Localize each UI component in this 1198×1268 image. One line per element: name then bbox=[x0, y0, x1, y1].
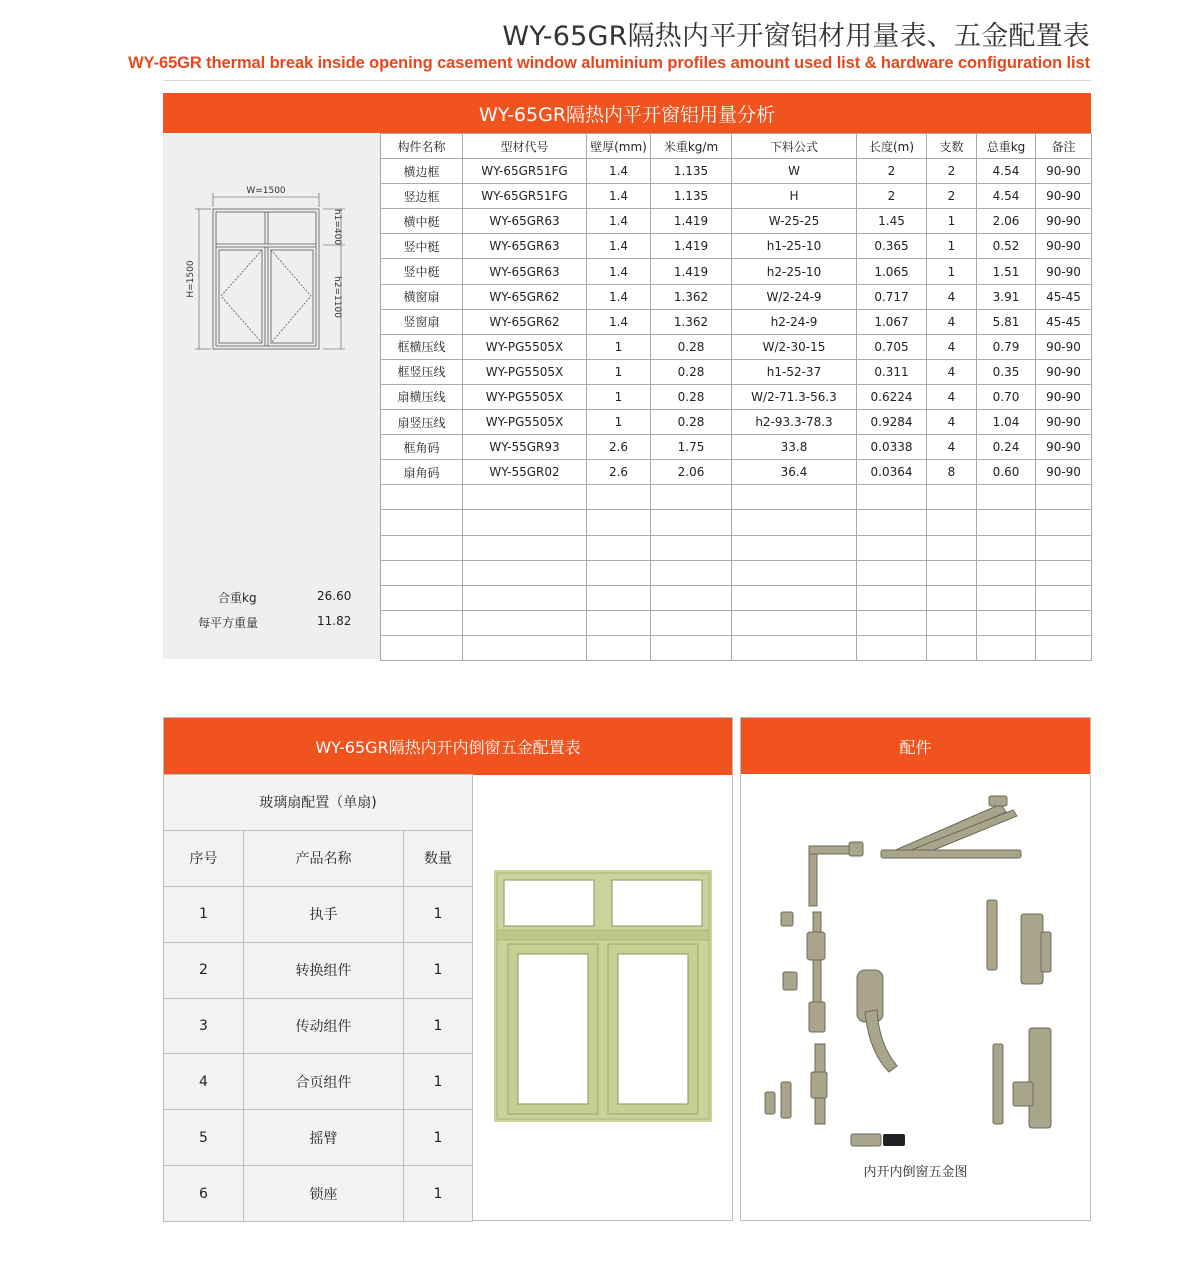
table-cell: WY-65GR63 bbox=[463, 209, 587, 234]
table-cell: 竖中梃 bbox=[381, 259, 463, 284]
column-header: 米重kg/m bbox=[651, 134, 732, 159]
table-cell: 框横压线 bbox=[381, 334, 463, 359]
table-cell bbox=[977, 610, 1036, 635]
table-cell: WY-65GR51FG bbox=[463, 184, 587, 209]
table-cell bbox=[977, 585, 1036, 610]
table-cell: 1.75 bbox=[651, 435, 732, 460]
table-cell: 90-90 bbox=[1036, 159, 1092, 184]
table-cell bbox=[587, 535, 651, 560]
table-cell: 1 bbox=[587, 384, 651, 409]
column-header: 下料公式 bbox=[732, 134, 857, 159]
column-header: 总重kg bbox=[977, 134, 1036, 159]
table-cell: 36.4 bbox=[732, 460, 857, 485]
table-cell bbox=[651, 585, 732, 610]
h1-label: h1=400 bbox=[332, 208, 342, 246]
table-cell: WY-55GR02 bbox=[463, 460, 587, 485]
table-cell: 锁座 bbox=[244, 1166, 404, 1222]
table-cell: 2 bbox=[927, 184, 977, 209]
table-cell: 90-90 bbox=[1036, 234, 1092, 259]
table-cell: 2 bbox=[857, 159, 927, 184]
table-cell: h2-93.3-78.3 bbox=[732, 410, 857, 435]
aluminium-usage-section bbox=[163, 93, 1091, 659]
table-cell: 0.717 bbox=[857, 284, 927, 309]
table-cell: 0.35 bbox=[977, 359, 1036, 384]
table-cell: 框角码 bbox=[381, 435, 463, 460]
table-cell bbox=[463, 610, 587, 635]
table-row bbox=[381, 435, 1092, 460]
table-cell bbox=[381, 510, 463, 535]
table-cell bbox=[977, 510, 1036, 535]
table-cell: 1.51 bbox=[977, 259, 1036, 284]
table-cell: 0.28 bbox=[651, 334, 732, 359]
table-cell: 转换组件 bbox=[244, 942, 404, 998]
table-cell bbox=[857, 610, 927, 635]
hardware-row bbox=[164, 942, 473, 998]
table-cell bbox=[857, 585, 927, 610]
table-cell: 0.705 bbox=[857, 334, 927, 359]
table-cell: 33.8 bbox=[732, 435, 857, 460]
table-cell: W-25-25 bbox=[732, 209, 857, 234]
table-cell: 0.60 bbox=[977, 460, 1036, 485]
table-cell bbox=[732, 535, 857, 560]
per-sqm-weight-label: 每平方重量 bbox=[198, 616, 259, 630]
table-row bbox=[381, 259, 1092, 284]
table-cell: 2.6 bbox=[587, 460, 651, 485]
accessories-heading: 配件 bbox=[741, 718, 1090, 774]
table-cell bbox=[651, 635, 732, 660]
table-cell: 4 bbox=[927, 410, 977, 435]
table-cell: 0.311 bbox=[857, 359, 927, 384]
table-cell: 0.0338 bbox=[857, 435, 927, 460]
table-cell: 竖边框 bbox=[381, 184, 463, 209]
hardware-config-heading: WY-65GR隔热内开内倒窗五金配置表 bbox=[164, 718, 732, 775]
table-cell: 摇臂 bbox=[244, 1110, 404, 1166]
table-cell bbox=[977, 560, 1036, 585]
table-cell bbox=[651, 610, 732, 635]
table-cell: 4.54 bbox=[977, 159, 1036, 184]
table-cell: 90-90 bbox=[1036, 334, 1092, 359]
table-cell bbox=[857, 510, 927, 535]
hardware-row bbox=[164, 886, 473, 942]
table-cell: 1 bbox=[404, 1110, 473, 1166]
table-cell: 1.4 bbox=[587, 284, 651, 309]
table-cell: 1 bbox=[404, 942, 473, 998]
table-cell: 1 bbox=[164, 886, 244, 942]
table-cell bbox=[1036, 535, 1092, 560]
table-cell bbox=[651, 535, 732, 560]
table-cell: 6 bbox=[164, 1166, 244, 1222]
table-cell: 4.54 bbox=[977, 184, 1036, 209]
column-header: 序号 bbox=[164, 830, 244, 886]
hardware-config-table bbox=[163, 774, 473, 1222]
table-cell: 1 bbox=[927, 234, 977, 259]
table-cell: WY-65GR62 bbox=[463, 309, 587, 334]
table-cell: 2.06 bbox=[977, 209, 1036, 234]
table-cell bbox=[381, 560, 463, 585]
table-cell bbox=[927, 585, 977, 610]
hardware-row bbox=[164, 998, 473, 1054]
table-cell bbox=[732, 510, 857, 535]
table-cell: 3 bbox=[164, 998, 244, 1054]
table-cell bbox=[587, 485, 651, 510]
table-cell bbox=[587, 510, 651, 535]
table-header-row bbox=[381, 134, 1092, 159]
table-cell: 1 bbox=[404, 1054, 473, 1110]
table-cell bbox=[587, 585, 651, 610]
table-cell: 1.4 bbox=[587, 259, 651, 284]
empty-table-row bbox=[381, 485, 1092, 510]
table-cell bbox=[857, 560, 927, 585]
total-weight-label: 合重kg bbox=[218, 591, 257, 605]
table-cell bbox=[857, 485, 927, 510]
table-cell: 2 bbox=[927, 159, 977, 184]
hardware-parts-image bbox=[751, 782, 1081, 1162]
aluminium-usage-heading: WY-65GR隔热内平开窗铝用量分析 bbox=[163, 93, 1091, 133]
group-label: 玻璃扇配置（单扇) bbox=[164, 775, 473, 831]
table-cell: 0.0364 bbox=[857, 460, 927, 485]
table-cell bbox=[381, 610, 463, 635]
table-cell: 2 bbox=[857, 184, 927, 209]
table-cell: 5 bbox=[164, 1110, 244, 1166]
table-cell bbox=[927, 635, 977, 660]
table-cell: W/2-30-15 bbox=[732, 334, 857, 359]
table-cell: 1.4 bbox=[587, 184, 651, 209]
table-cell: 90-90 bbox=[1036, 209, 1092, 234]
empty-table-row bbox=[381, 635, 1092, 660]
table-cell: 4 bbox=[927, 435, 977, 460]
parts-caption: 内开内倒窗五金图 bbox=[863, 1165, 968, 1180]
table-cell: 1.135 bbox=[651, 159, 732, 184]
table-cell bbox=[732, 560, 857, 585]
table-cell: 90-90 bbox=[1036, 460, 1092, 485]
table-cell bbox=[732, 635, 857, 660]
table-cell bbox=[463, 560, 587, 585]
empty-table-row bbox=[381, 560, 1092, 585]
table-cell bbox=[927, 610, 977, 635]
table-cell: W bbox=[732, 159, 857, 184]
table-row bbox=[381, 284, 1092, 309]
table-cell: 执手 bbox=[244, 886, 404, 942]
table-row bbox=[381, 309, 1092, 334]
page-subtitle: WY-65GR thermal break inside opening casement window aluminium profiles amount used list & hardware configuration list bbox=[128, 54, 1090, 72]
total-weight-value: 26.60 bbox=[317, 589, 352, 603]
table-cell: 1.135 bbox=[651, 184, 732, 209]
table-cell: 框竖压线 bbox=[381, 359, 463, 384]
table-cell bbox=[927, 485, 977, 510]
table-cell: 1 bbox=[587, 410, 651, 435]
group-label-row bbox=[164, 775, 473, 831]
table-cell: 2.06 bbox=[651, 460, 732, 485]
table-cell bbox=[927, 560, 977, 585]
table-cell: 0.9284 bbox=[857, 410, 927, 435]
table-cell: WY-PG5505X bbox=[463, 410, 587, 435]
table-cell: 0.52 bbox=[977, 234, 1036, 259]
table-cell bbox=[732, 485, 857, 510]
table-cell bbox=[927, 510, 977, 535]
column-header: 长度(m) bbox=[857, 134, 927, 159]
table-cell: 90-90 bbox=[1036, 384, 1092, 409]
table-cell: 1.4 bbox=[587, 159, 651, 184]
table-cell: WY-65GR63 bbox=[463, 259, 587, 284]
table-cell: 扇横压线 bbox=[381, 384, 463, 409]
table-cell: WY-65GR62 bbox=[463, 284, 587, 309]
window-drawing-panel bbox=[163, 133, 380, 659]
table-cell bbox=[1036, 585, 1092, 610]
table-row bbox=[381, 359, 1092, 384]
table-cell bbox=[651, 510, 732, 535]
table-cell: h2-25-10 bbox=[732, 259, 857, 284]
table-cell bbox=[587, 610, 651, 635]
table-cell: 扇角码 bbox=[381, 460, 463, 485]
table-cell: 0.79 bbox=[977, 334, 1036, 359]
table-cell: 0.70 bbox=[977, 384, 1036, 409]
empty-table-row bbox=[381, 535, 1092, 560]
table-cell: 0.28 bbox=[651, 359, 732, 384]
column-header: 数量 bbox=[404, 830, 473, 886]
table-cell: 4 bbox=[927, 309, 977, 334]
table-cell bbox=[463, 585, 587, 610]
table-cell bbox=[1036, 635, 1092, 660]
table-cell: 45-45 bbox=[1036, 284, 1092, 309]
table-cell: 扇竖压线 bbox=[381, 410, 463, 435]
hardware-header-row bbox=[164, 830, 473, 886]
table-cell bbox=[587, 635, 651, 660]
table-cell: 1 bbox=[404, 886, 473, 942]
table-cell bbox=[857, 535, 927, 560]
table-cell bbox=[381, 535, 463, 560]
width-label: W=1500 bbox=[246, 186, 286, 196]
table-cell: 1.362 bbox=[651, 284, 732, 309]
table-cell: 1 bbox=[927, 209, 977, 234]
table-cell: W/2-71.3-56.3 bbox=[732, 384, 857, 409]
table-cell bbox=[463, 510, 587, 535]
per-sqm-weight-value: 11.82 bbox=[317, 614, 352, 628]
table-cell bbox=[1036, 560, 1092, 585]
table-cell: 横边框 bbox=[381, 159, 463, 184]
table-cell: 1.419 bbox=[651, 259, 732, 284]
table-cell: WY-PG5505X bbox=[463, 334, 587, 359]
table-cell: 1.4 bbox=[587, 309, 651, 334]
table-cell: 0.28 bbox=[651, 384, 732, 409]
table-cell: h1-52-37 bbox=[732, 359, 857, 384]
table-cell: 1.4 bbox=[587, 209, 651, 234]
column-header: 型材代号 bbox=[463, 134, 587, 159]
table-cell: 0.24 bbox=[977, 435, 1036, 460]
table-row bbox=[381, 460, 1092, 485]
table-cell bbox=[857, 635, 927, 660]
table-cell bbox=[651, 485, 732, 510]
table-row bbox=[381, 234, 1092, 259]
table-cell: 1 bbox=[587, 359, 651, 384]
empty-table-row bbox=[381, 610, 1092, 635]
table-cell bbox=[463, 485, 587, 510]
table-cell: 1 bbox=[587, 334, 651, 359]
table-cell bbox=[1036, 510, 1092, 535]
table-cell: 4 bbox=[927, 334, 977, 359]
table-cell: 90-90 bbox=[1036, 435, 1092, 460]
table-cell: 4 bbox=[927, 284, 977, 309]
table-row bbox=[381, 384, 1092, 409]
table-cell: 传动组件 bbox=[244, 998, 404, 1054]
table-cell: H bbox=[732, 184, 857, 209]
table-cell: 90-90 bbox=[1036, 259, 1092, 284]
table-cell: 1.067 bbox=[857, 309, 927, 334]
table-cell bbox=[977, 535, 1036, 560]
table-cell bbox=[463, 635, 587, 660]
title-divider bbox=[163, 80, 1091, 81]
table-cell: 2.6 bbox=[587, 435, 651, 460]
table-cell bbox=[977, 485, 1036, 510]
table-cell: 1.362 bbox=[651, 309, 732, 334]
table-cell bbox=[1036, 485, 1092, 510]
table-cell bbox=[381, 635, 463, 660]
table-cell: 1.419 bbox=[651, 234, 732, 259]
table-cell: 1.45 bbox=[857, 209, 927, 234]
table-cell: 1.4 bbox=[587, 234, 651, 259]
table-cell: 90-90 bbox=[1036, 184, 1092, 209]
window-frame-image bbox=[494, 870, 712, 1122]
table-cell: 1.419 bbox=[651, 209, 732, 234]
table-cell: 竖窗扇 bbox=[381, 309, 463, 334]
empty-table-row bbox=[381, 585, 1092, 610]
table-cell: 2 bbox=[164, 942, 244, 998]
table-cell: 5.81 bbox=[977, 309, 1036, 334]
table-cell: 1.065 bbox=[857, 259, 927, 284]
hardware-config-section bbox=[163, 717, 733, 1221]
accessories-section bbox=[740, 717, 1091, 1221]
table-cell bbox=[463, 535, 587, 560]
table-cell bbox=[651, 560, 732, 585]
column-header: 构件名称 bbox=[381, 134, 463, 159]
table-row bbox=[381, 159, 1092, 184]
table-cell: 1 bbox=[404, 1166, 473, 1222]
table-cell: 1 bbox=[927, 259, 977, 284]
table-cell: WY-65GR63 bbox=[463, 234, 587, 259]
window-dimension-drawing bbox=[183, 179, 353, 369]
page-title: WY-65GR隔热内平开窗铝材用量表、五金配置表 bbox=[502, 21, 1090, 52]
table-cell: 1.04 bbox=[977, 410, 1036, 435]
empty-table-row bbox=[381, 510, 1092, 535]
h2-label: h2=1100 bbox=[332, 276, 342, 318]
table-cell: 4 bbox=[164, 1054, 244, 1110]
column-header: 壁厚(mm) bbox=[587, 134, 651, 159]
table-cell: WY-55GR93 bbox=[463, 435, 587, 460]
table-row bbox=[381, 334, 1092, 359]
table-cell: 8 bbox=[927, 460, 977, 485]
column-header: 产品名称 bbox=[244, 830, 404, 886]
aluminium-usage-table bbox=[380, 133, 1092, 661]
table-cell bbox=[1036, 610, 1092, 635]
table-cell bbox=[732, 610, 857, 635]
table-cell: W/2-24-9 bbox=[732, 284, 857, 309]
table-cell bbox=[587, 560, 651, 585]
table-cell: WY-PG5505X bbox=[463, 384, 587, 409]
table-row bbox=[381, 410, 1092, 435]
table-cell: 4 bbox=[927, 384, 977, 409]
column-header: 备注 bbox=[1036, 134, 1092, 159]
table-cell: 0.6224 bbox=[857, 384, 927, 409]
table-cell: 3.91 bbox=[977, 284, 1036, 309]
table-cell: 0.365 bbox=[857, 234, 927, 259]
height-label: H=1500 bbox=[186, 260, 196, 298]
table-cell bbox=[732, 585, 857, 610]
table-cell: WY-PG5505X bbox=[463, 359, 587, 384]
table-row bbox=[381, 184, 1092, 209]
table-cell: 1 bbox=[404, 998, 473, 1054]
table-cell: 横中梃 bbox=[381, 209, 463, 234]
hardware-row bbox=[164, 1110, 473, 1166]
table-cell bbox=[977, 635, 1036, 660]
table-cell: WY-65GR51FG bbox=[463, 159, 587, 184]
table-cell bbox=[381, 485, 463, 510]
table-cell: 4 bbox=[927, 359, 977, 384]
hardware-row bbox=[164, 1166, 473, 1222]
table-cell: 45-45 bbox=[1036, 309, 1092, 334]
table-cell: 0.28 bbox=[651, 410, 732, 435]
table-cell: h1-25-10 bbox=[732, 234, 857, 259]
table-cell: 90-90 bbox=[1036, 359, 1092, 384]
hardware-row bbox=[164, 1054, 473, 1110]
table-cell: 竖中梃 bbox=[381, 234, 463, 259]
table-cell: 横窗扇 bbox=[381, 284, 463, 309]
table-cell: h2-24-9 bbox=[732, 309, 857, 334]
table-cell bbox=[381, 585, 463, 610]
table-cell: 90-90 bbox=[1036, 410, 1092, 435]
table-cell: 合页组件 bbox=[244, 1054, 404, 1110]
table-row bbox=[381, 209, 1092, 234]
table-cell bbox=[927, 535, 977, 560]
column-header: 支数 bbox=[927, 134, 977, 159]
